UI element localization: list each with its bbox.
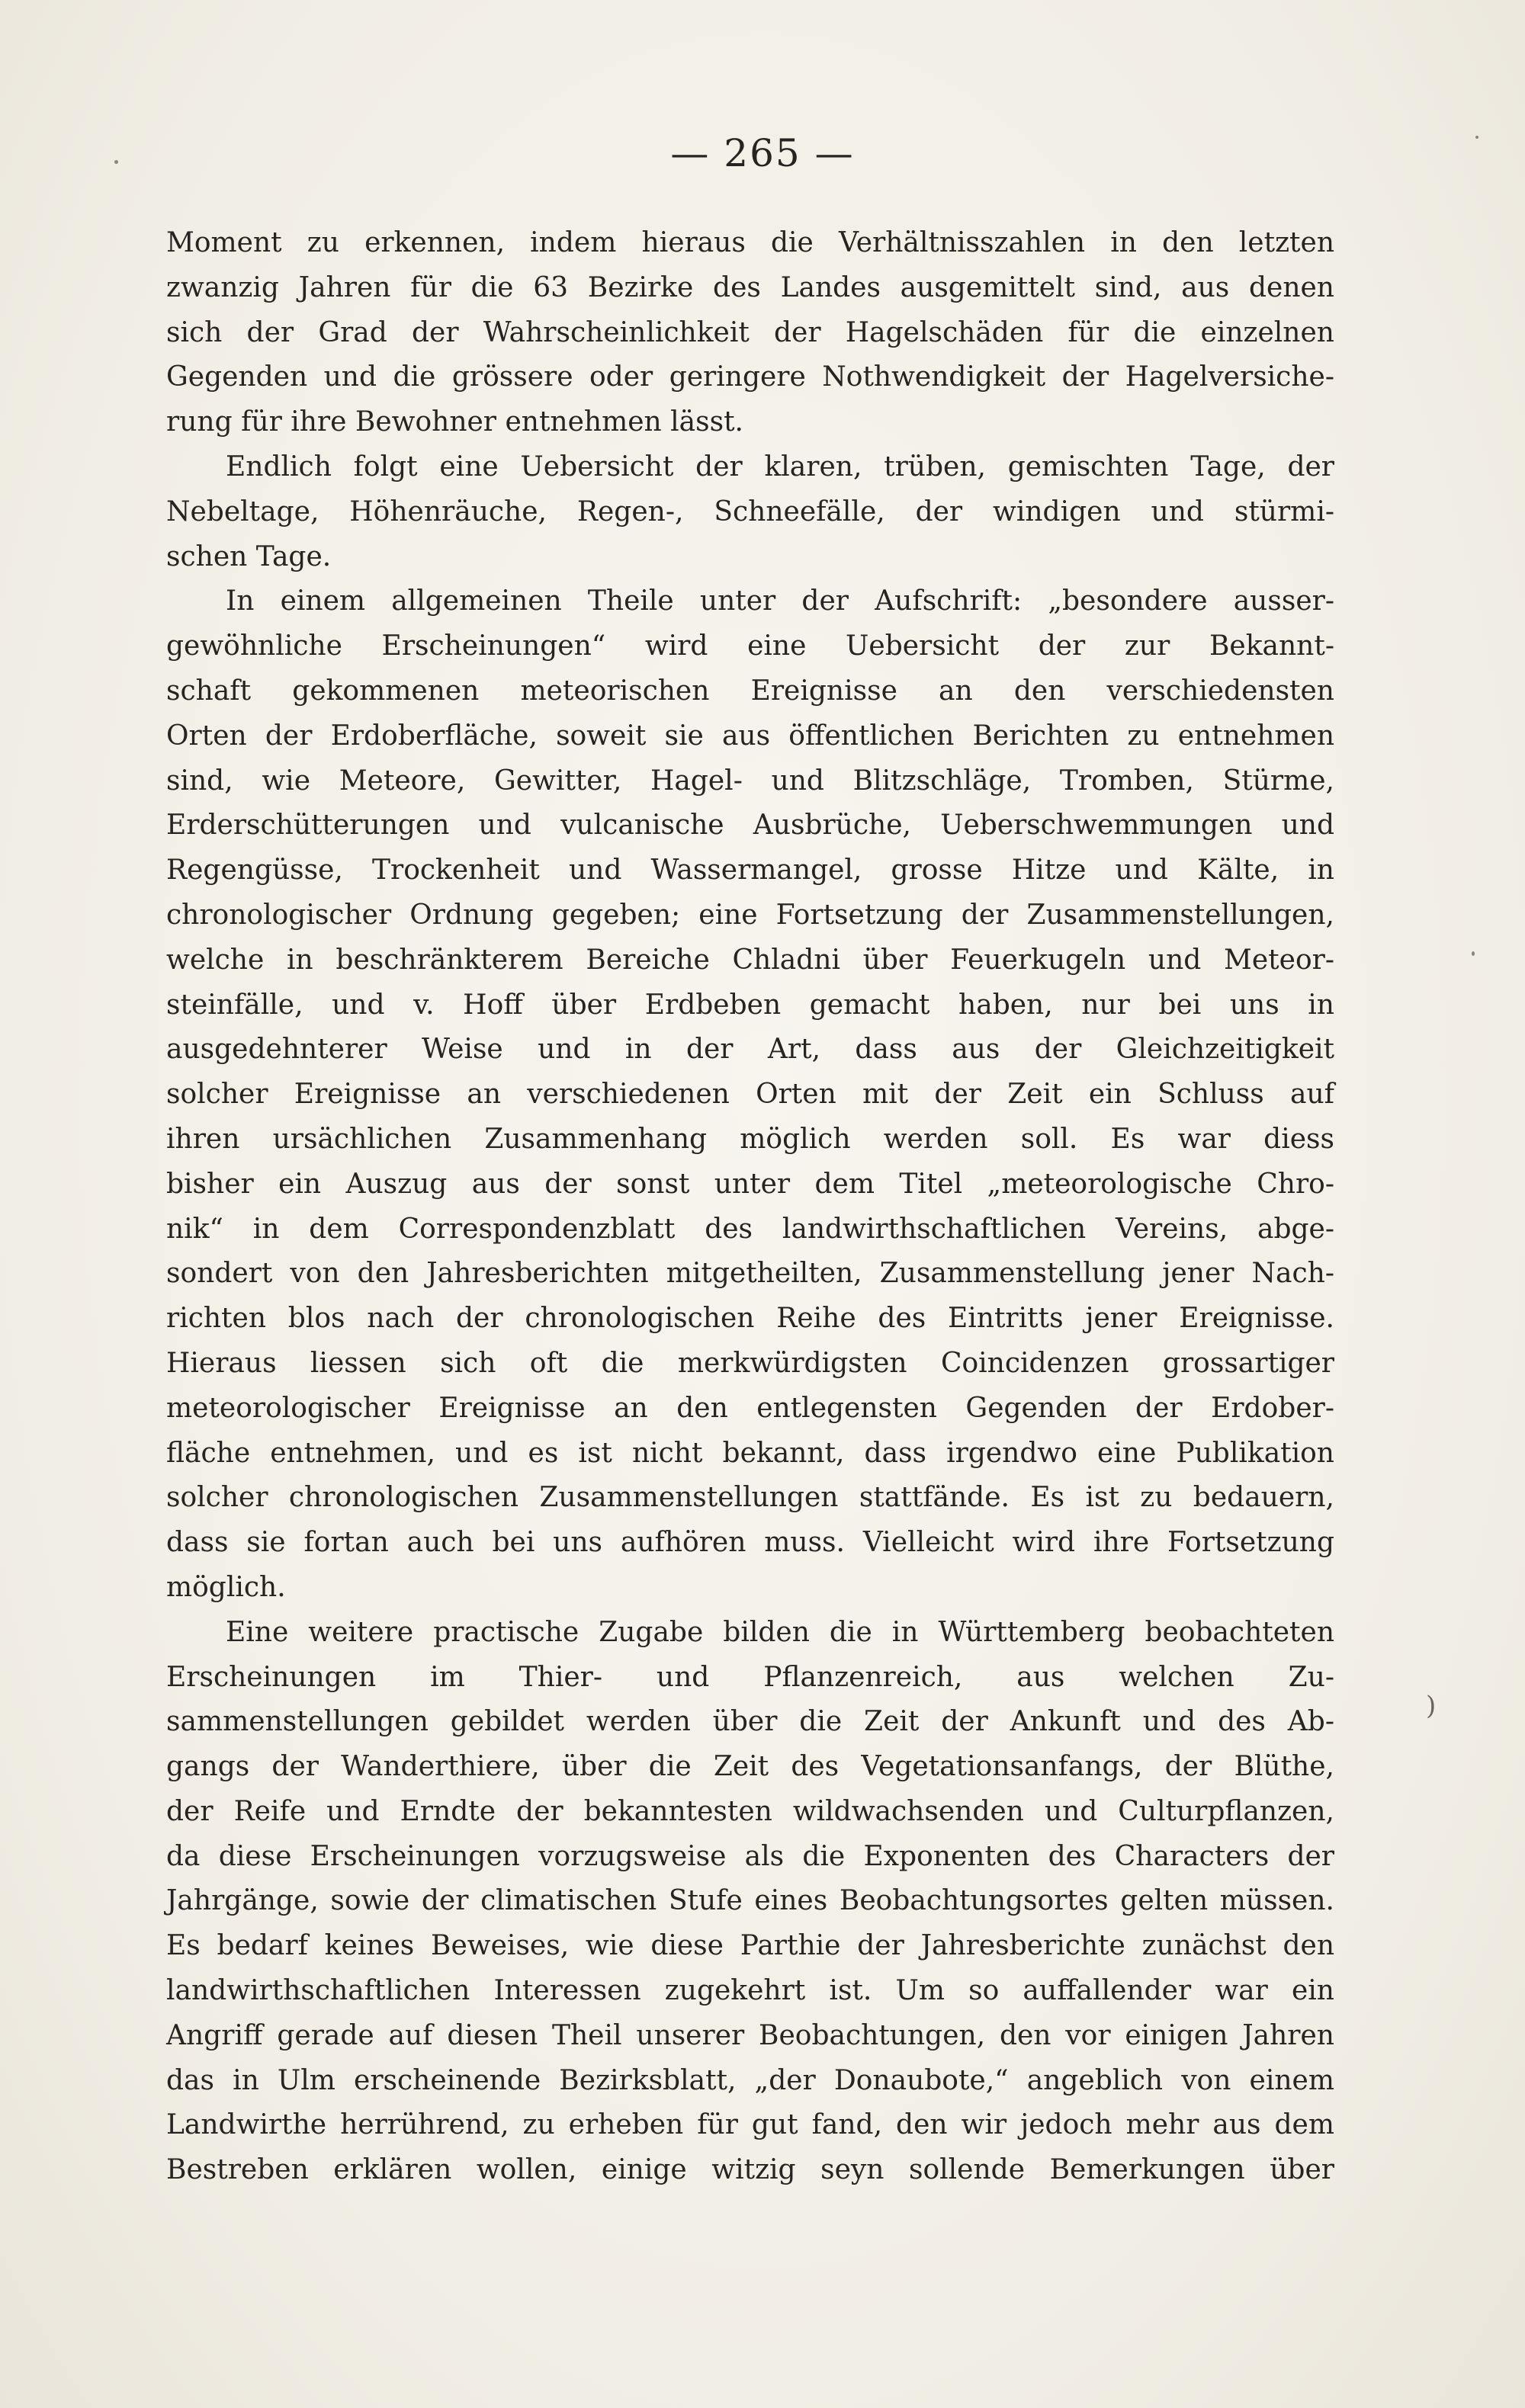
- text-line: bisher ein Auszug aus der sonst unter dem Titel „meteorologische Chro-: [166, 1168, 1334, 1200]
- text-line: das in Ulm erscheinende Bezirksblatt, „der Donaubote,“ angeblich von einem: [166, 2064, 1334, 2096]
- text-line: Nebeltage, Höhenräuche, Regen-, Schneefälle, der windigen und stürmi-: [166, 495, 1334, 527]
- margin-mark: ): [1426, 1691, 1437, 1721]
- text-line: Es bedarf keines Beweises, wie diese Parthie der Jahresberichte zunächst den: [166, 1930, 1334, 1962]
- text-line: landwirthschaftlichen Interessen zugekehrt ist. Um so auffallender war ein: [166, 1975, 1334, 2007]
- text-line: ausgedehnterer Weise und in der Art, dass aus der Gleichzeitigkeit: [166, 1034, 1334, 1066]
- text-line: sich der Grad der Wahrscheinlichkeit der Hagelschäden für die einzelnen: [166, 316, 1334, 348]
- text-line: Gegenden und die grössere oder geringere Nothwendigkeit der Hagelversiche-: [166, 361, 1334, 393]
- text-line: Hieraus liessen sich oft die merkwürdigsten Coincidenzen grossartiger: [166, 1347, 1334, 1379]
- text-line: ihren ursächlichen Zusammenhang möglich werden soll. Es war diess: [166, 1123, 1334, 1155]
- text-line: gangs der Wanderthiere, über die Zeit des Vegetationsanfangs, der Blüthe,: [166, 1751, 1334, 1783]
- text-line: richten blos nach der chronologischen Reihe des Eintritts jener Ereignisse.: [166, 1303, 1334, 1335]
- text-line: Landwirthe herrührend, zu erheben für gut fand, den wir jedoch mehr aus dem: [166, 2109, 1334, 2141]
- text-line: Endlich folgt eine Uebersicht der klaren, trüben, gemischten Tage, der: [226, 450, 1334, 483]
- text-line: sind, wie Meteore, Gewitter, Hagel- und Blitzschläge, Tromben, Stürme,: [166, 765, 1334, 797]
- text-line: gewöhnliche Erscheinungen“ wird eine Uebersicht der zur Bekannt-: [166, 630, 1334, 662]
- text-line: nik“ in dem Correspondenzblatt des landwirthschaftlichen Vereins, abge-: [166, 1213, 1334, 1245]
- text-line: Angriff gerade auf diesen Theil unserer Beobachtungen, den vor einigen Jahren: [166, 2019, 1334, 2051]
- text-line: dass sie fortan auch bei uns aufhören muss. Vielleicht wird ihre Fortsetzung: [166, 1527, 1334, 1559]
- text-line: chronologischer Ordnung gegeben; eine Fortsetzung der Zusammenstellungen,: [166, 899, 1334, 931]
- text-line: Moment zu erkennen, indem hieraus die Verhältnisszahlen in den letzten: [166, 227, 1334, 258]
- paper-speck: [1472, 951, 1475, 956]
- text-line: sammenstellungen gebildet werden über die Zeit der Ankunft und des Ab-: [166, 1706, 1334, 1738]
- text-line: Erderschütterungen und vulcanische Ausbrüche, Ueberschwemmungen und: [166, 810, 1334, 842]
- text-line: solcher chronologischen Zusammenstellungen stattfände. Es ist zu bedauern,: [166, 1482, 1334, 1514]
- text-line: solcher Ereignisse an verschiedenen Orten mit der Zeit ein Schluss auf: [166, 1079, 1334, 1111]
- text-line: In einem allgemeinen Theile unter der Aufschrift: „besondere ausser-: [226, 585, 1334, 617]
- text-line: Jahrgänge, sowie der climatischen Stufe eines Beobachtungsortes gelten müssen.: [166, 1885, 1334, 1917]
- text-line: Regengüsse, Trockenheit und Wassermangel, grosse Hitze und Kälte, in: [166, 855, 1334, 887]
- paper-speck: [1475, 136, 1478, 139]
- text-line: steinfälle, und v. Hoff über Erdbeben gemacht haben, nur bei uns in: [166, 989, 1334, 1021]
- text-line: rung für ihre Bewohner entnehmen lässt.: [166, 406, 744, 438]
- text-line: schaft gekommenen meteorischen Ereignisse an den verschiedensten: [166, 675, 1334, 707]
- text-line: der Reife und Erndte der bekanntesten wildwachsenden und Culturpflanzen,: [166, 1795, 1334, 1827]
- text-line: Eine weitere practische Zugabe bilden die in Württemberg beobachteten: [226, 1616, 1334, 1648]
- text-line: Erscheinungen im Thier- und Pflanzenreich, aus welchen Zu-: [166, 1661, 1334, 1693]
- text-line: Orten der Erdoberfläche, soweit sie aus öffentlichen Berichten zu entnehmen: [166, 720, 1334, 752]
- text-line: Bestreben erklären wollen, einige witzig seyn sollende Bemerkungen über: [166, 2154, 1334, 2186]
- text-line: da diese Erscheinungen vorzugsweise als die Exponenten des Characters der: [166, 1840, 1334, 1872]
- page-number: — 265 —: [670, 131, 855, 175]
- text-line: möglich.: [166, 1571, 286, 1603]
- text-line: fläche entnehmen, und es ist nicht bekannt, dass irgendwo eine Publikation: [166, 1437, 1334, 1469]
- paper-speck: [114, 160, 118, 164]
- body-text: [166, 221, 1334, 2193]
- text-line: sondert von den Jahresberichten mitgetheilten, Zusammenstellung jener Nach-: [166, 1258, 1334, 1290]
- text-line: schen Tage.: [166, 540, 332, 572]
- text-line: meteorologischer Ereignisse an den entlegensten Gegenden der Erdober-: [166, 1392, 1334, 1424]
- text-line: zwanzig Jahren für die 63 Bezirke des Landes ausgemittelt sind, aus denen: [166, 271, 1334, 303]
- text-line: welche in beschränkterem Bereiche Chladni über Feuerkugeln und Meteor-: [166, 944, 1334, 976]
